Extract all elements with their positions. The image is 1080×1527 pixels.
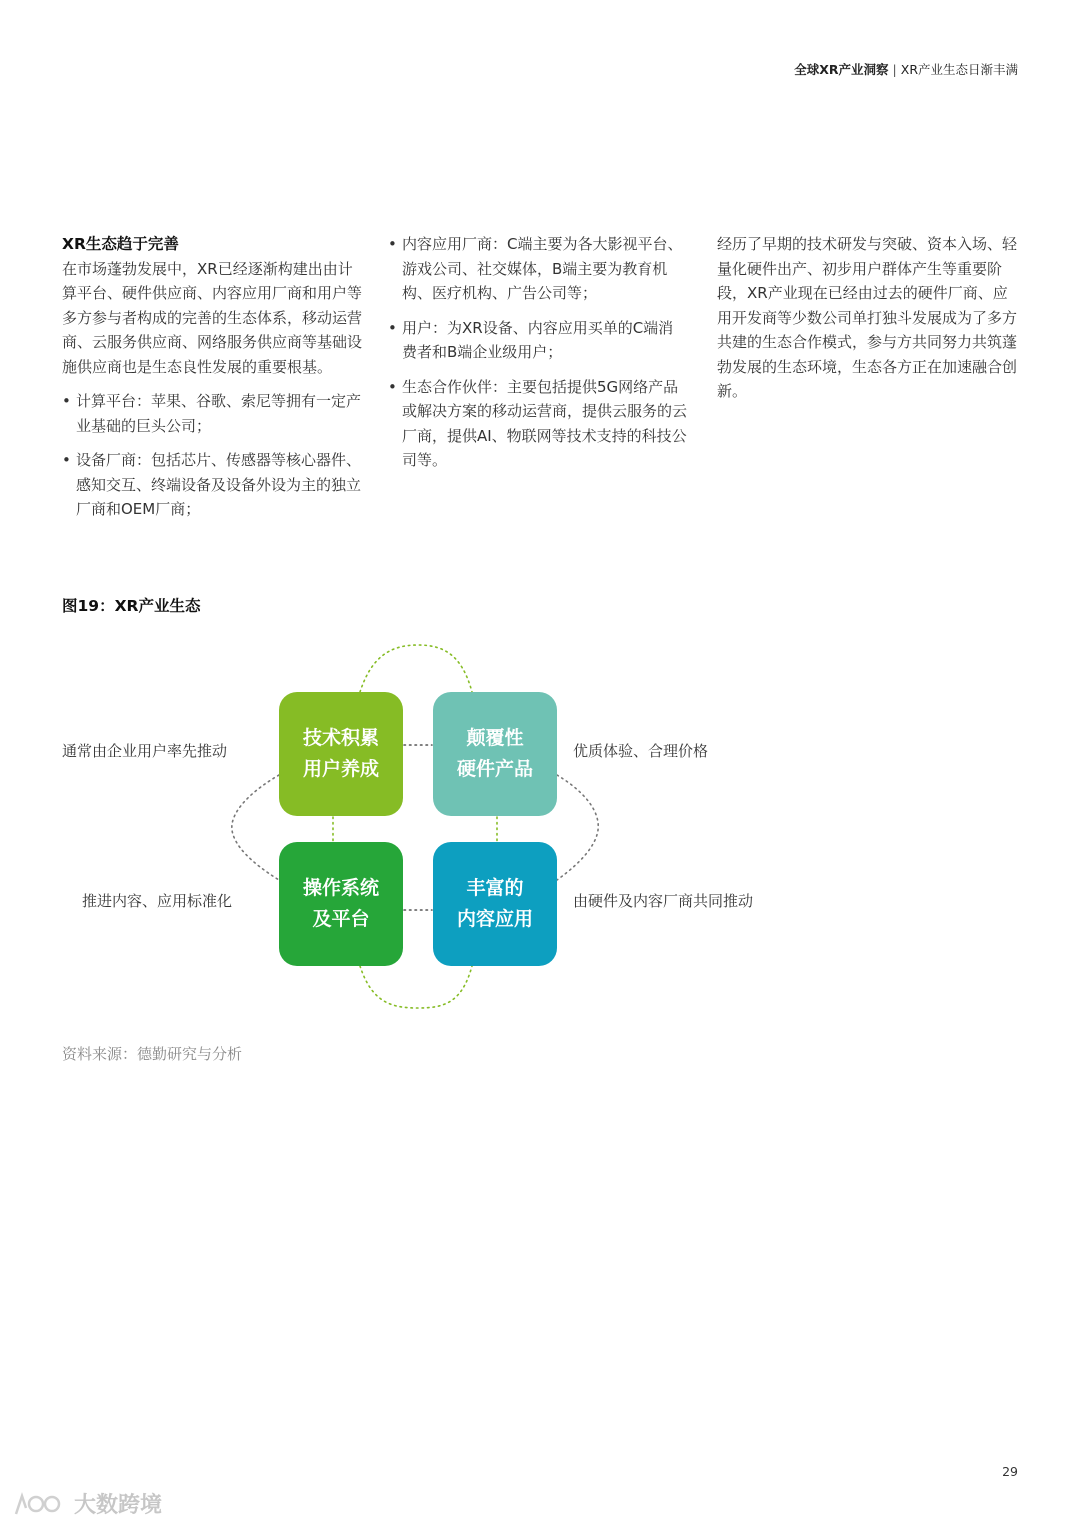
watermark-text: 大数跨境 <box>74 1493 163 1518</box>
top-arc-connector <box>360 645 472 692</box>
watermark-logo-icon <box>12 1490 68 1518</box>
box-label-line: 操作系统 <box>302 877 379 899</box>
box-label-line: 技术积累 <box>302 727 379 749</box>
section-heading: XR生态趋于完善 <box>62 235 179 253</box>
bottom-arc-connector <box>360 966 472 1008</box>
figure-source: 资料来源：德勤研究与分析 <box>62 1045 243 1063</box>
bullet-item: • 用户：为XR设备、内容应用买单的C端消费者和B端企业级用户； <box>388 316 688 365</box>
label-joint-driven: 由硬件及内容厂商共同推动 <box>573 892 754 910</box>
box-tech-accumulation <box>279 692 403 816</box>
bullet-list-1 <box>62 389 362 522</box>
box-os-platform <box>279 842 403 966</box>
watermark <box>12 1488 162 1519</box>
box-disruptive-hardware <box>433 692 557 816</box>
bullet-item: • 生态合作伙伴：主要包括提供5G网络产品或解决方案的移动运营商，提供云服务的云厂商，提供AI、物联网等技术支持的科技公司等。 <box>388 375 688 473</box>
summary-paragraph: 经历了早期的技术研发与突破、资本入场、轻量化硬件出产、初步用户群体产生等重要阶段，XR产业现在已经由过去的硬件厂商、应用开发商等少数公司单打独斗发展成为了多方共建的生态合作模式，参与方共同努力共筑蓬勃发展的生态环境，生态各方正在加速融合创新。 <box>717 235 1018 400</box>
bullet-list-2 <box>388 232 688 473</box>
label-quality-price: 优质体验、合理价格 <box>573 742 709 760</box>
report-title: 全球XR产业洞察 <box>794 62 889 77</box>
section-title: XR产业生态日渐丰满 <box>900 62 1018 77</box>
box-label-line: 内容应用 <box>456 908 533 930</box>
bullet-item: • 设备厂商：包括芯片、传感器等核心器件、感知交互、终端设备及设备外设为主的独立厂商和OEM厂商； <box>62 448 362 522</box>
figure-title: 图19：XR产业生态 <box>62 597 201 615</box>
box-label-line: 硬件产品 <box>456 758 533 780</box>
bullet-item: • 内容应用厂商：C端主要为各大影视平台、游戏公司、社交媒体，B端主要为教育机构、医疗机构、广告公司等； <box>388 232 688 306</box>
label-standardization: 推进内容、应用标准化 <box>82 892 233 910</box>
text-column-2 <box>388 232 688 483</box>
intro-paragraph: 在市场蓬勃发展中，XR已经逐渐构建出由计算平台、硬件供应商、内容应用厂商和用户等多方参与者构成的完善的生态体系，移动运营商、云服务供应商、网络服务供应商等基础设施供应商也是生态良性发展的重要根基。 <box>62 259 363 376</box>
right-arc-connector <box>557 775 598 880</box>
page-number: 29 <box>1002 1464 1018 1479</box>
left-arc-connector <box>232 775 279 880</box>
box-label-line: 丰富的 <box>466 877 524 899</box>
box-label-line: 及平台 <box>312 908 370 930</box>
text-column-1 <box>62 232 362 532</box>
running-header <box>794 60 1018 78</box>
box-label-line: 颠覆性 <box>466 727 524 749</box>
box-rich-content <box>433 842 557 966</box>
bullet-item: • 计算平台：苹果、谷歌、索尼等拥有一定产业基础的巨头公司； <box>62 389 362 438</box>
text-column-3 <box>717 232 1017 404</box>
label-enterprise-driven: 通常由企业用户率先推动 <box>62 742 228 760</box>
header-separator: | <box>892 62 897 77</box>
box-label-line: 用户养成 <box>302 758 379 780</box>
